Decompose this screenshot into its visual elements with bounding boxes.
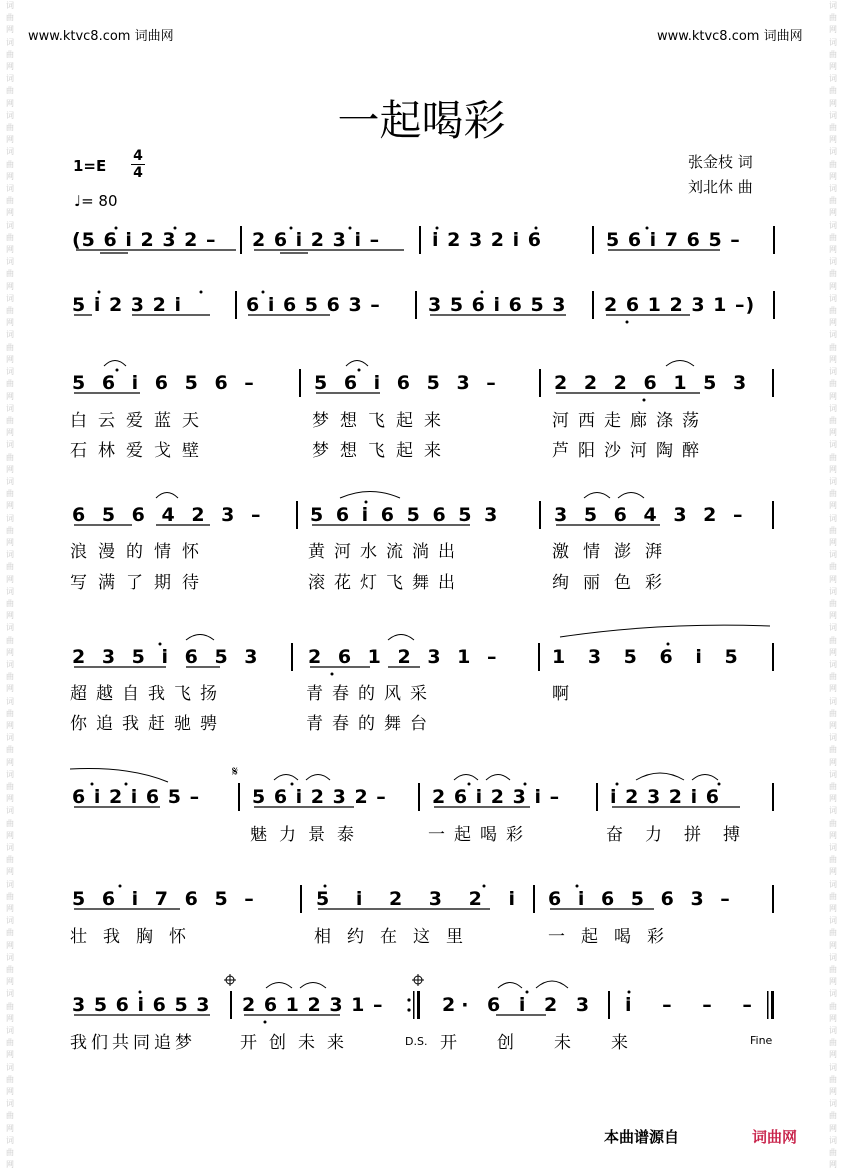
lyric-line: 一起喝彩 (428, 825, 532, 845)
tempo-marking: ♩= 80 (74, 192, 118, 210)
measure: i 2 3 2 i 6 (610, 786, 720, 808)
measure: 5 i 2 3 2 i (72, 294, 182, 316)
measure: 3 5 6 i 6 5 3 (428, 294, 567, 316)
footer-source-text: 本曲谱源自 (604, 1128, 680, 1146)
final-barline (767, 991, 774, 1019)
measure: 6 i 6 5 6 3 – (548, 888, 735, 910)
lyric-line: 河西走廊涤荡 (552, 411, 708, 431)
lyric-line: 芦阳沙河陶醉 (552, 441, 708, 461)
site-link-left[interactable]: www.ktvc8.com 词曲网 (28, 29, 174, 44)
measure: 6 i 6 5 6 3 – (246, 294, 381, 316)
lyric-line: 魅力景泰 (250, 825, 366, 845)
measure: 2 2 2 6 1 5 3 (554, 372, 752, 394)
lyric-line: 奋力拼搏 (606, 825, 762, 845)
lyric-line: 梦想飞起来 (312, 441, 452, 461)
watermark-right: 词 曲 网 词 曲 网 词 曲 网 词 曲 网 词 曲 网 词 曲 网 词 曲 网 词 曲 网 词 曲 网 词 曲 网 词 曲 网 词 曲 网 词 曲 网 词 曲 网 词 曲 网 词 曲 网 词 曲 网 词 曲 网 词 曲 网 词 曲 网 词 曲 网 词 曲 网 词 曲 网 词 曲 网 词 曲 网 词 曲 网 词 曲 网 词 曲 网 词 曲 网 词 曲 网 词 曲 网 词 曲 网 (829, 1, 837, 1170)
slurs (104, 361, 718, 989)
site-link-right[interactable]: www.ktvc8.com 词曲网 (657, 29, 803, 44)
lyric-line: 浪漫的情怀 (70, 542, 210, 562)
slur (560, 625, 770, 637)
measure: 5 6 i 7 6 5 – (606, 229, 741, 251)
measure: 3 5 6 i 6 5 3 (72, 994, 211, 1016)
measure: 5 i 2 3 2 i (316, 888, 525, 910)
measure: 2 3 5 i 6 5 3 (72, 646, 263, 668)
time-sig-bottom: 4 (133, 165, 143, 181)
fine-label: Fine (750, 1034, 773, 1047)
page-title: 一起喝彩 (337, 96, 506, 145)
measure: 1 3 5 6 i 5 (552, 646, 746, 668)
lyric-line: 石林爱戈壁 (70, 441, 210, 461)
measure: i – – – (625, 994, 764, 1016)
lyric-line: 青春的舞台 (306, 714, 436, 734)
key-signature: 1=E (73, 157, 107, 175)
quarter-note-icon: ♩ (74, 192, 82, 210)
ds-label: D.S. (405, 1035, 428, 1048)
octave-dots (91, 227, 721, 994)
lyric-line: 开创未来 (240, 1033, 356, 1053)
lyric-line: 相约在这里 (314, 927, 479, 947)
measure: 2 6 1 2 3 1 – (242, 994, 384, 1016)
lyric-line: 梦想飞起来 (312, 411, 452, 431)
measure: 3 5 6 4 3 2 – (554, 504, 748, 526)
measure: (5 6 i 2 3 2 – (72, 229, 217, 251)
slur (70, 769, 168, 782)
lyric-line: 滚花灯飞舞出 (308, 573, 464, 593)
lyric-line: 写满了期待 (70, 573, 210, 593)
lyric-line: 一起喝彩 (548, 927, 680, 947)
measure: 2 6 1 2 3 1 – (308, 646, 502, 668)
lyric-line: 超越自我飞扬 (70, 684, 226, 704)
measure: 2 6 i 2 3 i – (252, 229, 381, 251)
beams (74, 250, 740, 1015)
repeat-barline (407, 991, 420, 1019)
lyric-line: 白云爱蓝天 (70, 411, 210, 431)
measure: 6 5 6 4 2 3 – (72, 504, 266, 526)
lyric-line: 开创未来 (440, 1033, 668, 1053)
lyric-line: 我们共同追梦 (70, 1033, 196, 1053)
lyric-line: 啊 (552, 684, 580, 704)
segno-icon: 𝄋 (232, 764, 239, 780)
measure: 5 6 i 6 5 3 – (314, 372, 501, 394)
measure: 5 6 i 6 5 6 – (72, 372, 259, 394)
watermark-left: 词 曲 网 词 曲 网 词 曲 网 词 曲 网 词 曲 网 词 曲 网 词 曲 网 词 曲 网 词 曲 网 词 曲 网 词 曲 网 词 曲 网 词 曲 网 词 曲 网 词 曲 网 词 曲 网 词 曲 网 词 曲 网 词 曲 网 词 曲 网 词 曲 网 词 曲 网 词 曲 网 词 曲 网 词 曲 网 词 曲 网 词 曲 网 词 曲 网 词 曲 网 词 曲 网 词 曲 网 词 曲 网 (6, 1, 14, 1170)
lower-octave-dots (264, 321, 646, 1024)
measure: 2 6 i 2 3 i – (432, 786, 561, 808)
lyric-line: 激情澎湃 (552, 542, 676, 562)
measure: i 2 3 2 i 6 (432, 229, 542, 251)
time-sig-top: 4 (133, 148, 143, 164)
measure: 5 6 i 2 3 2 – (252, 786, 387, 808)
composer-credit: 刘北休 曲 (688, 178, 753, 196)
measure: 6 i 2 i 6 5 – (72, 786, 201, 808)
lyric-line: 你追我赶驰骋 (70, 714, 226, 734)
coda-icon (224, 974, 236, 986)
lyric-line: 绚丽色彩 (552, 573, 676, 593)
lyric-line: 壮我胸怀 (70, 927, 202, 947)
measure: 2· 6 i 2 3 (442, 994, 596, 1016)
footer-brand-link[interactable]: 词曲网 (752, 1128, 798, 1146)
coda-icon (412, 974, 424, 986)
measure: 5 6 i 7 6 5 – (72, 888, 259, 910)
measure: 2 6 1 2 3 1 –) (604, 294, 756, 316)
lyric-line: 黄河水流淌出 (308, 542, 464, 562)
lyricist-credit: 张金枝 词 (688, 153, 753, 171)
measure: 5 6 i 6 5 6 5 3 (310, 504, 501, 526)
lyric-line: 青春的风采 (306, 684, 436, 704)
